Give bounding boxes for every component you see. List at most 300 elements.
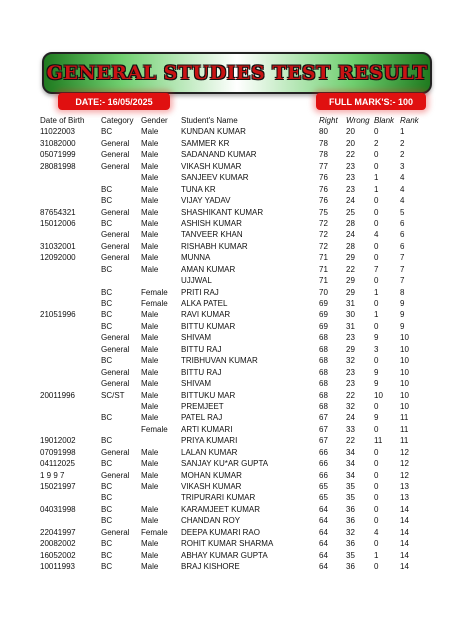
cell-blank: 0: [374, 207, 379, 217]
header-dob: Date of Birth: [40, 116, 85, 125]
table-row: [40, 424, 470, 435]
cell-name: TRIPURARI KUMAR: [181, 493, 256, 503]
cell-name: PATEL RAJ: [181, 413, 223, 423]
cell-dob: 04112025: [40, 459, 75, 469]
cell-rank: 9: [400, 321, 405, 331]
cell-right: 76: [319, 173, 328, 183]
cell-blank: 4: [374, 527, 379, 537]
cell-category: BC: [101, 127, 113, 137]
cell-name: TUNA KR: [181, 184, 216, 194]
cell-category: BC: [101, 550, 113, 560]
cell-category: General: [101, 150, 130, 160]
cell-name: ROHIT KUMAR SHARMA: [181, 539, 274, 549]
cell-gender: Male: [141, 138, 159, 148]
cell-dob: 15012006: [40, 218, 76, 228]
cell-gender: Male: [141, 207, 159, 217]
cell-blank: 9: [374, 413, 379, 423]
results-table: [40, 115, 470, 573]
cell-category: BC: [101, 356, 113, 366]
table-row: [40, 367, 470, 378]
cell-category: General: [101, 470, 130, 480]
cell-wrong: 28: [346, 241, 355, 251]
cell-rank: 7: [400, 276, 405, 286]
table-row: [40, 538, 470, 549]
cell-right: 72: [319, 241, 328, 251]
cell-gender: Male: [141, 390, 159, 400]
cell-category: General: [101, 230, 130, 240]
cell-gender: Male: [141, 550, 159, 560]
cell-category: BC: [101, 299, 113, 308]
cell-right: 71: [319, 264, 328, 274]
cell-rank: 10: [400, 333, 409, 343]
table-row: [40, 332, 470, 343]
cell-name: DEEPA KUMARI RAO: [181, 527, 260, 537]
cell-right: 64: [319, 562, 328, 572]
cell-gender: Female: [141, 527, 168, 537]
cell-wrong: 31: [346, 321, 355, 331]
cell-wrong: 23: [346, 161, 355, 171]
cell-name: PREMJEET: [181, 401, 224, 411]
cell-rank: 6: [400, 218, 405, 228]
cell-wrong: 35: [346, 493, 355, 503]
cell-right: 64: [319, 504, 328, 514]
cell-right: 76: [319, 184, 328, 194]
cell-gender: Male: [141, 447, 159, 457]
cell-name: RISHABH KUMAR: [181, 241, 248, 251]
cell-right: 78: [319, 150, 328, 160]
table-row: [40, 550, 470, 561]
cell-wrong: 29: [346, 253, 355, 263]
cell-wrong: 32: [346, 401, 355, 411]
cell-right: 72: [319, 230, 328, 240]
cell-rank: 9: [400, 299, 405, 308]
cell-wrong: 24: [346, 196, 355, 206]
cell-rank: 14: [400, 562, 409, 572]
cell-wrong: 25: [346, 207, 355, 217]
cell-gender: Male: [141, 413, 159, 423]
cell-right: 78: [319, 138, 328, 148]
cell-rank: 4: [400, 184, 405, 194]
cell-rank: 8: [400, 287, 405, 297]
cell-category: BC: [101, 196, 113, 206]
cell-name: RAVI KUMAR: [181, 310, 231, 320]
cell-dob: 10011993: [40, 562, 75, 572]
cell-rank: 14: [400, 539, 409, 549]
cell-dob: 1 9 9 7: [40, 470, 65, 480]
cell-right: 71: [319, 276, 328, 286]
header-blank: Blank: [374, 116, 395, 125]
table-row: [40, 447, 470, 458]
cell-blank: 0: [374, 447, 379, 457]
cell-right: 66: [319, 470, 328, 480]
header-category: Category: [101, 116, 134, 125]
cell-right: 68: [319, 344, 328, 354]
cell-right: 65: [319, 493, 328, 503]
table-row: [40, 435, 470, 446]
cell-name: PRITI RAJ: [181, 287, 219, 297]
cell-name: UJJWAL: [181, 276, 212, 286]
cell-dob: 11022003: [40, 127, 75, 137]
cell-right: 64: [319, 516, 328, 526]
cell-gender: Male: [141, 321, 159, 331]
cell-gender: Male: [141, 482, 159, 491]
cell-dob: 16052002: [40, 550, 76, 560]
header-wrong: Wrong: [346, 116, 370, 125]
cell-name: ASHISH KUMAR: [181, 218, 242, 228]
cell-blank: 0: [374, 196, 379, 206]
cell-name: AMAN KUMAR: [181, 264, 236, 274]
cell-right: 68: [319, 401, 328, 411]
table-row: [40, 241, 470, 252]
cell-name: BITTU KUMAR: [181, 321, 236, 331]
cell-blank: 0: [374, 299, 379, 308]
cell-wrong: 29: [346, 344, 355, 354]
cell-gender: Male: [141, 173, 159, 183]
cell-right: 68: [319, 379, 328, 389]
cell-gender: Male: [141, 333, 159, 343]
cell-right: 64: [319, 539, 328, 549]
cell-gender: Male: [141, 539, 159, 549]
cell-category: General: [101, 379, 130, 389]
cell-name: SAMMER KR: [181, 138, 230, 148]
cell-category: General: [101, 333, 130, 343]
cell-blank: 0: [374, 161, 379, 171]
table-row: [40, 401, 470, 412]
cell-dob: 28081998: [40, 161, 76, 171]
cell-right: 66: [319, 459, 328, 469]
title-banner: [42, 52, 432, 94]
cell-dob: 87654321: [40, 207, 76, 217]
cell-rank: 14: [400, 527, 409, 537]
cell-dob: 21051996: [40, 310, 76, 320]
cell-right: 77: [319, 161, 328, 171]
cell-wrong: 32: [346, 527, 355, 537]
table-row: [40, 355, 470, 366]
cell-gender: Male: [141, 264, 159, 274]
cell-blank: 0: [374, 504, 379, 514]
cell-dob: 12092000: [40, 253, 76, 263]
cell-right: 66: [319, 447, 328, 457]
cell-wrong: 36: [346, 504, 355, 514]
table-row: [40, 264, 470, 275]
cell-wrong: 23: [346, 367, 355, 377]
cell-blank: 2: [374, 138, 379, 148]
cell-dob: 07091998: [40, 447, 76, 457]
header-right: Right: [319, 116, 338, 125]
table-row: [40, 481, 470, 492]
cell-gender: Male: [141, 310, 159, 320]
cell-category: General: [101, 138, 130, 148]
cell-wrong: 34: [346, 447, 355, 457]
table-row: [40, 492, 470, 503]
cell-category: BC: [101, 321, 113, 331]
cell-gender: Male: [141, 196, 159, 206]
table-row: [40, 470, 470, 481]
cell-blank: 0: [374, 356, 379, 366]
cell-name: BRAJ KISHORE: [181, 562, 240, 572]
cell-name: SANJEEV KUMAR: [181, 173, 249, 183]
header-rank: Rank: [400, 116, 419, 125]
table-row: [40, 504, 470, 515]
cell-gender: Male: [141, 379, 159, 389]
cell-gender: Male: [141, 401, 159, 411]
cell-rank: 6: [400, 241, 405, 251]
cell-rank: 7: [400, 264, 405, 274]
cell-dob: 31032001: [40, 241, 76, 251]
cell-name: TANVEER KHAN: [181, 230, 243, 240]
cell-name: VIJAY YADAV: [181, 196, 231, 206]
cell-name: SHASHIKANT KUMAR: [181, 207, 264, 217]
table-row: [40, 390, 470, 401]
cell-category: General: [101, 241, 130, 251]
table-row: [40, 252, 470, 263]
cell-name: MUNNA: [181, 253, 211, 263]
cell-category: BC: [101, 413, 113, 423]
cell-right: 65: [319, 482, 328, 491]
cell-name: SADANAND KUMAR: [181, 150, 257, 160]
cell-dob: 05071999: [40, 150, 76, 160]
cell-rank: 4: [400, 173, 405, 183]
table-row: [40, 561, 470, 572]
cell-rank: 11: [400, 424, 409, 434]
table-row: [40, 527, 470, 538]
cell-gender: Male: [141, 356, 159, 366]
cell-wrong: 20: [346, 127, 355, 137]
cell-category: BC: [101, 504, 113, 514]
cell-wrong: 24: [346, 413, 355, 423]
cell-rank: 10: [400, 356, 409, 366]
cell-blank: 10: [374, 390, 383, 400]
cell-wrong: 35: [346, 550, 355, 560]
cell-right: 68: [319, 333, 328, 343]
cell-category: General: [101, 447, 130, 457]
cell-rank: 10: [400, 390, 409, 400]
cell-right: 67: [319, 424, 328, 434]
cell-rank: 11: [400, 436, 409, 446]
cell-name: ABHAY KUMAR GUPTA: [181, 550, 268, 560]
full-marks-badge: FULL MARK'S:- 100: [316, 93, 426, 110]
cell-gender: Male: [141, 161, 159, 171]
cell-right: 75: [319, 207, 328, 217]
table-row: [40, 149, 470, 160]
cell-right: 70: [319, 287, 328, 297]
cell-rank: 14: [400, 504, 409, 514]
cell-wrong: 29: [346, 287, 355, 297]
cell-wrong: 30: [346, 310, 355, 320]
table-row: [40, 138, 470, 149]
cell-gender: Male: [141, 218, 159, 228]
table-row: [40, 207, 470, 218]
cell-rank: 2: [400, 138, 405, 148]
cell-rank: 1: [400, 127, 405, 137]
cell-gender: Male: [141, 127, 159, 137]
table-row: [40, 344, 470, 355]
cell-name: KUNDAN KUMAR: [181, 127, 246, 137]
table-row: [40, 229, 470, 240]
cell-rank: 12: [400, 470, 409, 480]
cell-rank: 10: [400, 401, 409, 411]
cell-blank: 7: [374, 264, 379, 274]
cell-rank: 13: [400, 482, 409, 491]
cell-right: 68: [319, 367, 328, 377]
cell-wrong: 23: [346, 379, 355, 389]
cell-wrong: 36: [346, 539, 355, 549]
cell-right: 69: [319, 321, 328, 331]
cell-wrong: 23: [346, 333, 355, 343]
cell-name: MOHAN KUMAR: [181, 470, 242, 480]
table-row: [40, 515, 470, 526]
cell-wrong: 36: [346, 562, 355, 572]
cell-blank: 0: [374, 218, 379, 228]
cell-blank: 0: [374, 470, 379, 480]
cell-right: 64: [319, 550, 328, 560]
cell-blank: 0: [374, 539, 379, 549]
cell-rank: 7: [400, 253, 405, 263]
cell-wrong: 28: [346, 218, 355, 228]
table-row: [40, 321, 470, 332]
cell-rank: 9: [400, 310, 405, 320]
cell-wrong: 33: [346, 424, 355, 434]
cell-wrong: 20: [346, 138, 355, 148]
cell-category: BC: [101, 264, 113, 274]
cell-gender: Male: [141, 150, 159, 160]
cell-blank: 0: [374, 493, 379, 503]
table-row: [40, 126, 470, 137]
table-row: [40, 378, 470, 389]
table-row: [40, 218, 470, 229]
cell-name: LALAN KUMAR: [181, 447, 238, 457]
cell-gender: Male: [141, 504, 159, 514]
table-body: [40, 126, 470, 572]
cell-category: BC: [101, 459, 113, 469]
cell-category: General: [101, 253, 130, 263]
cell-category: General: [101, 161, 130, 171]
table-row: [40, 172, 470, 183]
cell-name: CHANDAN ROY: [181, 516, 241, 526]
cell-right: 64: [319, 527, 328, 537]
header-name: Student's Name: [181, 116, 238, 125]
cell-name: VIKASH KUMAR: [181, 161, 242, 171]
cell-right: 68: [319, 356, 328, 366]
table-row: [40, 161, 470, 172]
cell-name: VIKASH KUMAR: [181, 482, 242, 491]
cell-blank: 1: [374, 184, 379, 194]
cell-name: PRIYA KUMARI: [181, 436, 238, 446]
cell-dob: 19012002: [40, 436, 76, 446]
cell-wrong: 23: [346, 184, 355, 194]
cell-gender: Male: [141, 367, 159, 377]
cell-blank: 0: [374, 127, 379, 137]
cell-rank: 12: [400, 459, 409, 469]
cell-right: 69: [319, 299, 328, 308]
table-row: [40, 309, 470, 320]
cell-wrong: 22: [346, 264, 355, 274]
cell-wrong: 36: [346, 516, 355, 526]
cell-rank: 2: [400, 150, 405, 160]
cell-blank: 0: [374, 424, 379, 434]
cell-right: 76: [319, 196, 328, 206]
cell-blank: 9: [374, 367, 379, 377]
cell-blank: 4: [374, 230, 379, 240]
table-row: [40, 458, 470, 469]
date-badge: DATE:- 16/05/2025: [58, 93, 170, 110]
cell-wrong: 32: [346, 356, 355, 366]
cell-blank: 0: [374, 516, 379, 526]
cell-blank: 0: [374, 562, 379, 572]
cell-rank: 13: [400, 493, 409, 503]
cell-wrong: 29: [346, 276, 355, 286]
cell-dob: 20011996: [40, 390, 75, 400]
cell-blank: 3: [374, 344, 379, 354]
cell-wrong: 22: [346, 390, 355, 400]
cell-gender: Male: [141, 253, 159, 263]
cell-blank: 9: [374, 379, 379, 389]
cell-category: BC: [101, 287, 113, 297]
cell-blank: 0: [374, 150, 379, 160]
cell-blank: 1: [374, 310, 379, 320]
cell-blank: 1: [374, 173, 379, 183]
cell-gender: Male: [141, 516, 159, 526]
cell-rank: 6: [400, 230, 405, 240]
table-row: [40, 275, 470, 286]
cell-blank: 0: [374, 241, 379, 251]
cell-rank: 14: [400, 516, 409, 526]
cell-gender: Male: [141, 184, 159, 194]
cell-dob: 20082002: [40, 539, 76, 549]
cell-rank: 10: [400, 379, 409, 389]
cell-right: 71: [319, 253, 328, 263]
cell-gender: Female: [141, 424, 168, 434]
cell-blank: 0: [374, 321, 379, 331]
cell-gender: Female: [141, 299, 168, 308]
cell-blank: 1: [374, 550, 379, 560]
header-gender: Gender: [141, 116, 168, 125]
cell-gender: Male: [141, 241, 159, 251]
cell-category: BC: [101, 184, 113, 194]
cell-blank: 11: [374, 436, 383, 446]
table-row: [40, 298, 470, 309]
cell-right: 67: [319, 436, 328, 446]
cell-name: ALKA PATEL: [181, 299, 228, 308]
cell-category: BC: [101, 562, 113, 572]
cell-wrong: 31: [346, 299, 355, 308]
cell-category: BC: [101, 482, 113, 491]
cell-category: BC: [101, 493, 113, 503]
cell-gender: Male: [141, 562, 159, 572]
cell-category: BC: [101, 436, 113, 446]
page-title: GENERAL STUDIES TEST RESULT: [46, 62, 428, 84]
cell-right: 80: [319, 127, 328, 137]
cell-rank: 5: [400, 207, 405, 217]
cell-gender: Male: [141, 459, 159, 469]
cell-name: SHIVAM: [181, 379, 212, 389]
cell-category: BC: [101, 539, 113, 549]
cell-gender: Male: [141, 470, 159, 480]
cell-wrong: 34: [346, 470, 355, 480]
cell-name: TRIBHUVAN KUMAR: [181, 356, 258, 366]
cell-rank: 11: [400, 413, 409, 423]
cell-name: BITTU RAJ: [181, 344, 222, 354]
cell-blank: 0: [374, 276, 379, 286]
table-header-row: [40, 115, 470, 126]
cell-right: 69: [319, 310, 328, 320]
cell-category: General: [101, 207, 130, 217]
cell-gender: Male: [141, 230, 159, 240]
cell-right: 67: [319, 413, 328, 423]
cell-blank: 0: [374, 482, 379, 491]
cell-dob: 31082000: [40, 138, 76, 148]
table-row: [40, 195, 470, 206]
